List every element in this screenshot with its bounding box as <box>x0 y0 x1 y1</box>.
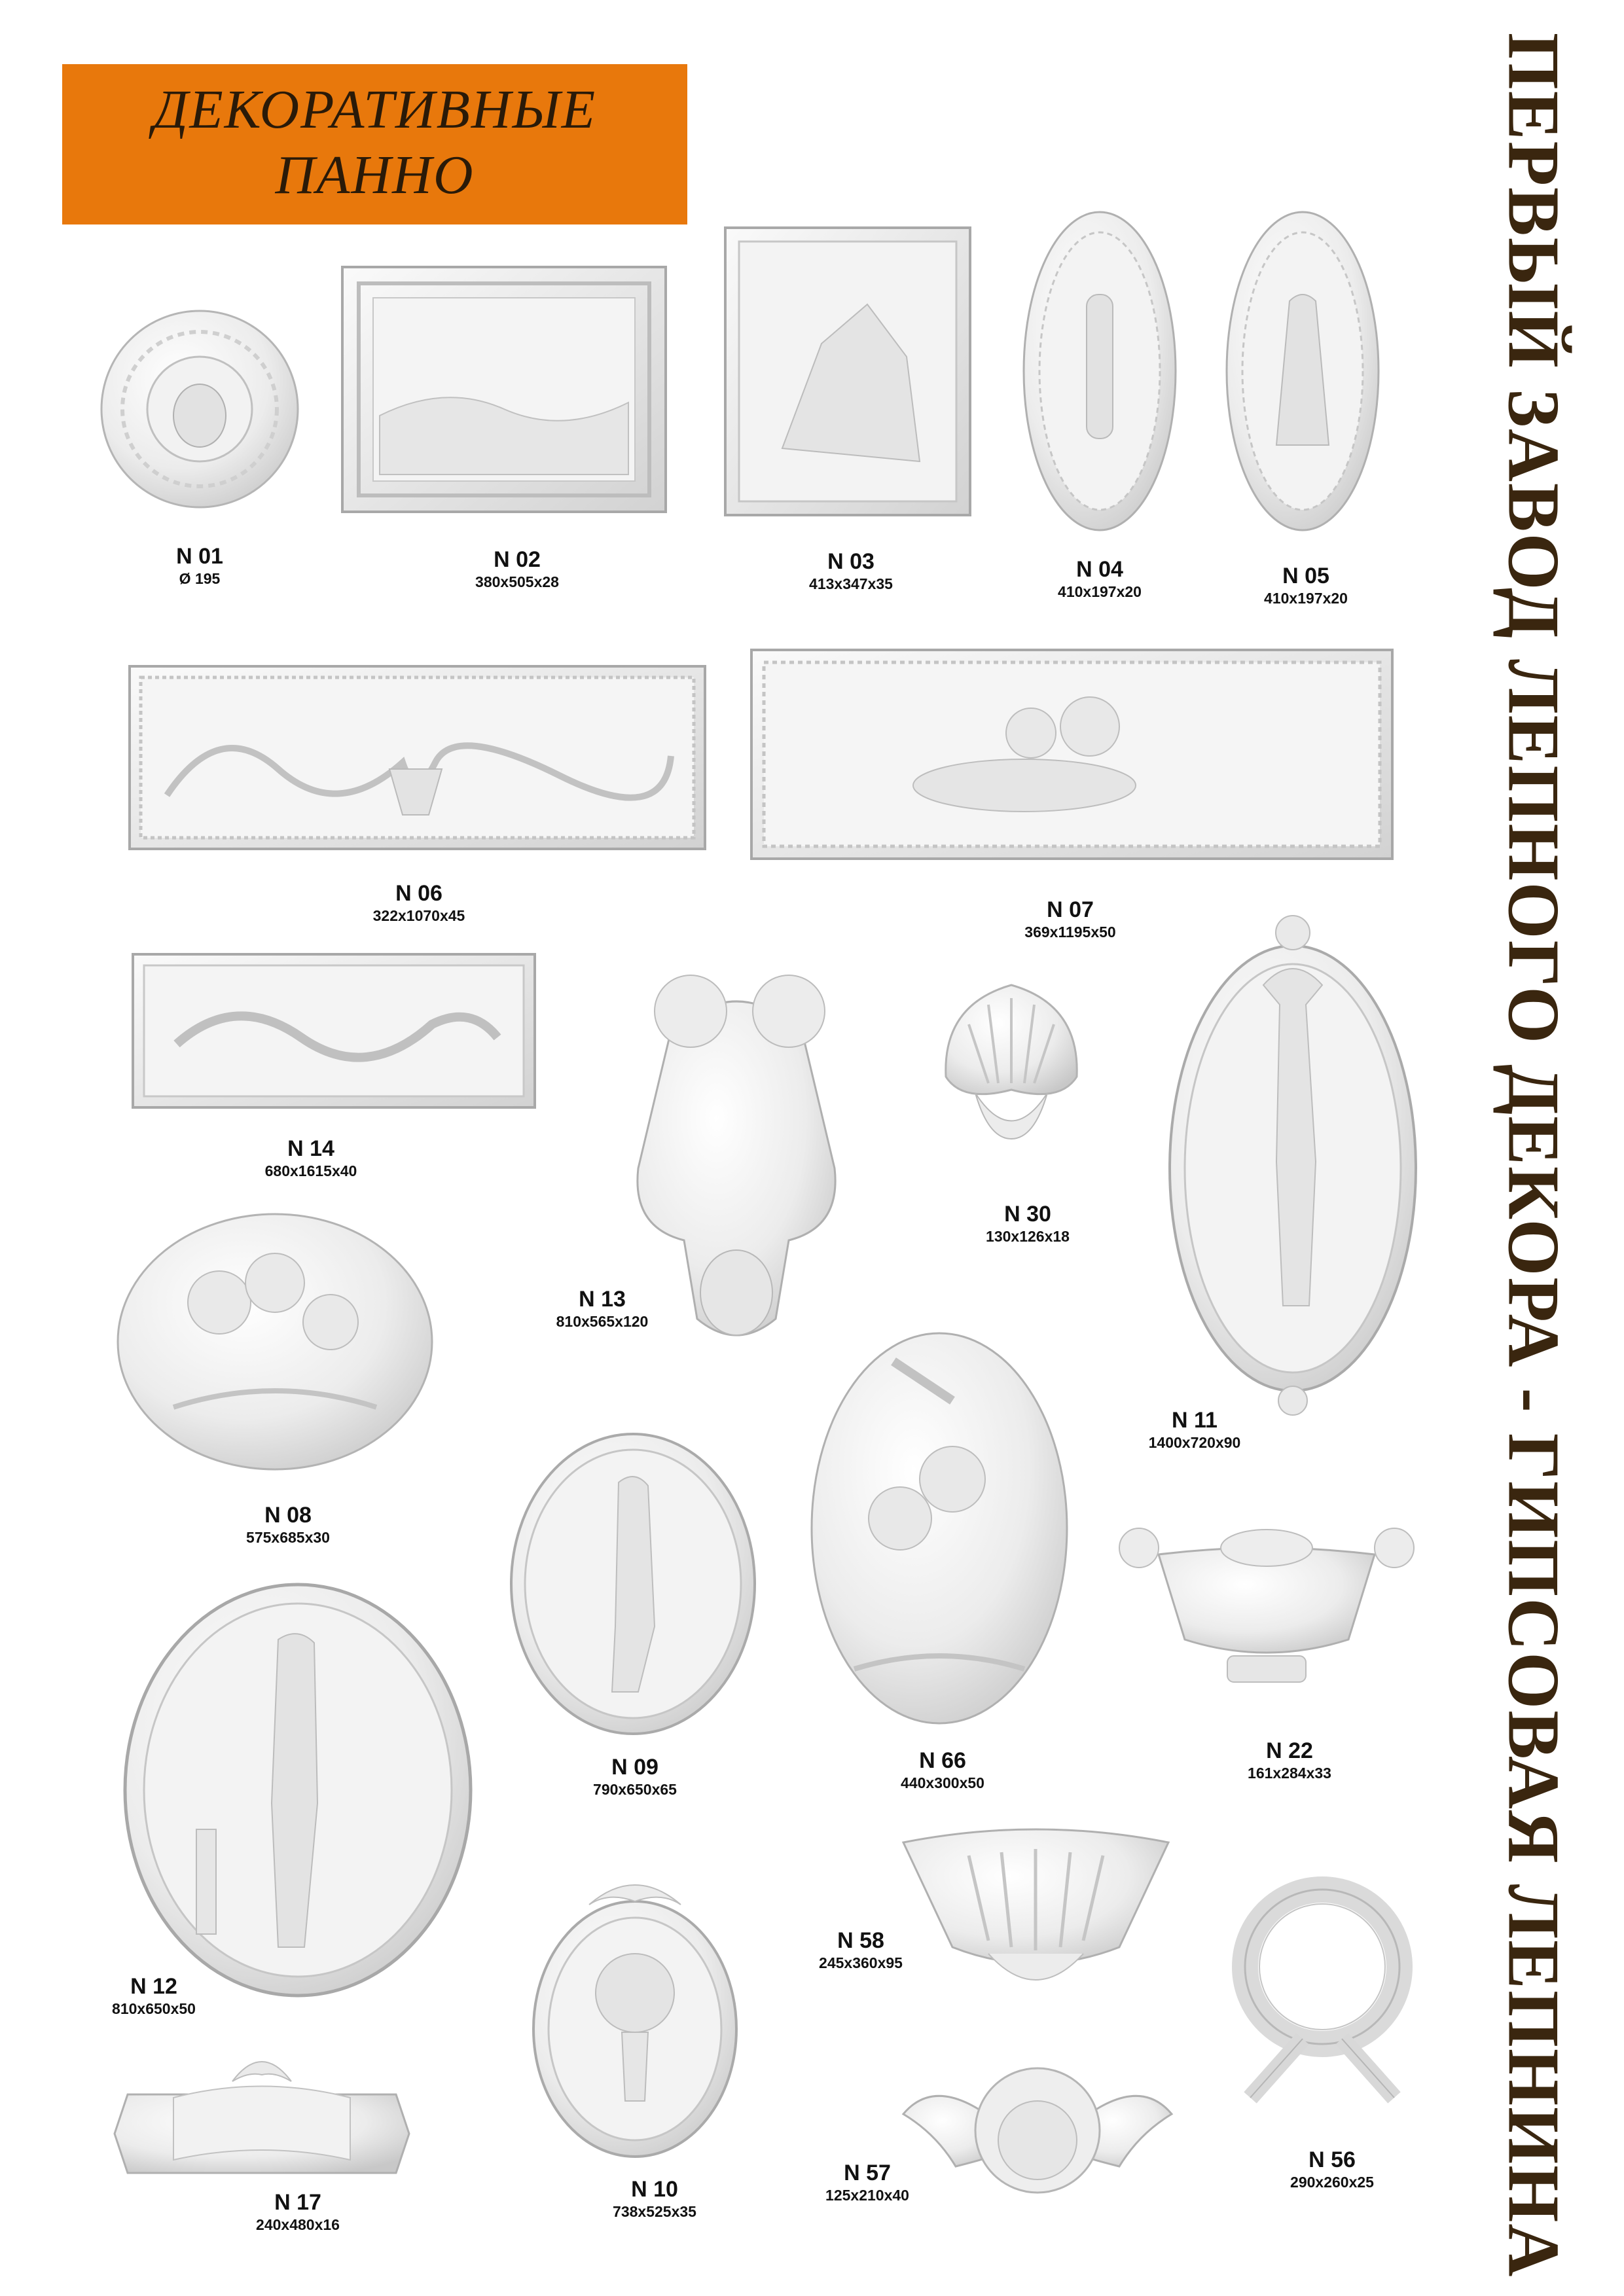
product-image-n56 <box>1224 1875 1420 2108</box>
product-image-n09 <box>507 1430 759 1738</box>
product-image-n11 <box>1165 913 1420 1417</box>
product-label-n02: N 02 380x505x28 <box>475 547 559 590</box>
product-image-n07 <box>749 648 1394 861</box>
product-image-n17 <box>101 2036 422 2199</box>
product-label-n56: N 56 290x260x25 <box>1290 2147 1374 2191</box>
product-label-n30: N 30 130x126x18 <box>986 1202 1070 1245</box>
product-label-n06: N 06 322x1070x45 <box>372 881 465 924</box>
product-label-n66: N 66 440x300x50 <box>901 1748 984 1791</box>
company-slogan: ПЕРВЫЙ ЗАВОД ЛЕПНОГО ДЕКОРА - ГИПСОВАЯ ЛЕПНИНА <box>1492 32 1574 2278</box>
product-label-n58: N 58 245x360x95 <box>819 1928 903 1971</box>
product-image-n02 <box>340 265 668 514</box>
title-line-1: ДЕКОРАТИВНЫЕ <box>153 79 597 140</box>
product-image-n04 <box>1021 209 1178 533</box>
product-label-n07: N 07 369x1195x50 <box>1024 897 1116 941</box>
product-image-n30 <box>929 978 1093 1145</box>
product-label-n13: N 13 810x565x120 <box>556 1287 649 1330</box>
product-image-n08 <box>115 1211 435 1473</box>
product-label-n22: N 22 161x284x33 <box>1248 1738 1331 1782</box>
product-image-n03 <box>723 226 972 517</box>
product-label-n04: N 04 410x197x20 <box>1058 557 1142 600</box>
product-image-n06 <box>128 664 707 851</box>
product-label-n17: N 17 240x480x16 <box>256 2190 340 2233</box>
product-label-n05: N 05 410x197x20 <box>1264 564 1348 607</box>
product-label-n03: N 03 413x347x35 <box>809 549 893 592</box>
product-label-n14: N 14 680x1615x40 <box>264 1136 357 1179</box>
product-label-n10: N 10 738x525x35 <box>613 2177 696 2220</box>
company-sidebar <box>1481 32 1585 2278</box>
product-image-n66 <box>808 1329 1070 1728</box>
title-banner <box>62 64 687 224</box>
product-label-n01: N 01 Ø 195 <box>176 544 223 587</box>
product-image-n57 <box>897 2049 1178 2219</box>
product-label-n11: N 11 1400x720x90 <box>1148 1408 1241 1451</box>
product-image-n01 <box>98 308 301 511</box>
product-label-n09: N 09 790x650x65 <box>593 1755 677 1798</box>
product-label-n57: N 57 125x210x40 <box>825 2161 909 2204</box>
product-image-n58 <box>890 1816 1182 2003</box>
product-image-n14 <box>131 952 537 1109</box>
product-label-n12: N 12 810x650x50 <box>112 1974 196 2017</box>
product-image-n12 <box>121 1581 475 2000</box>
product-image-n05 <box>1224 209 1381 533</box>
product-image-n10 <box>530 1865 740 2160</box>
product-image-n22 <box>1113 1502 1420 1702</box>
product-label-n08: N 08 575x685x30 <box>246 1503 330 1546</box>
title-line-2: ПАННО <box>275 145 475 206</box>
